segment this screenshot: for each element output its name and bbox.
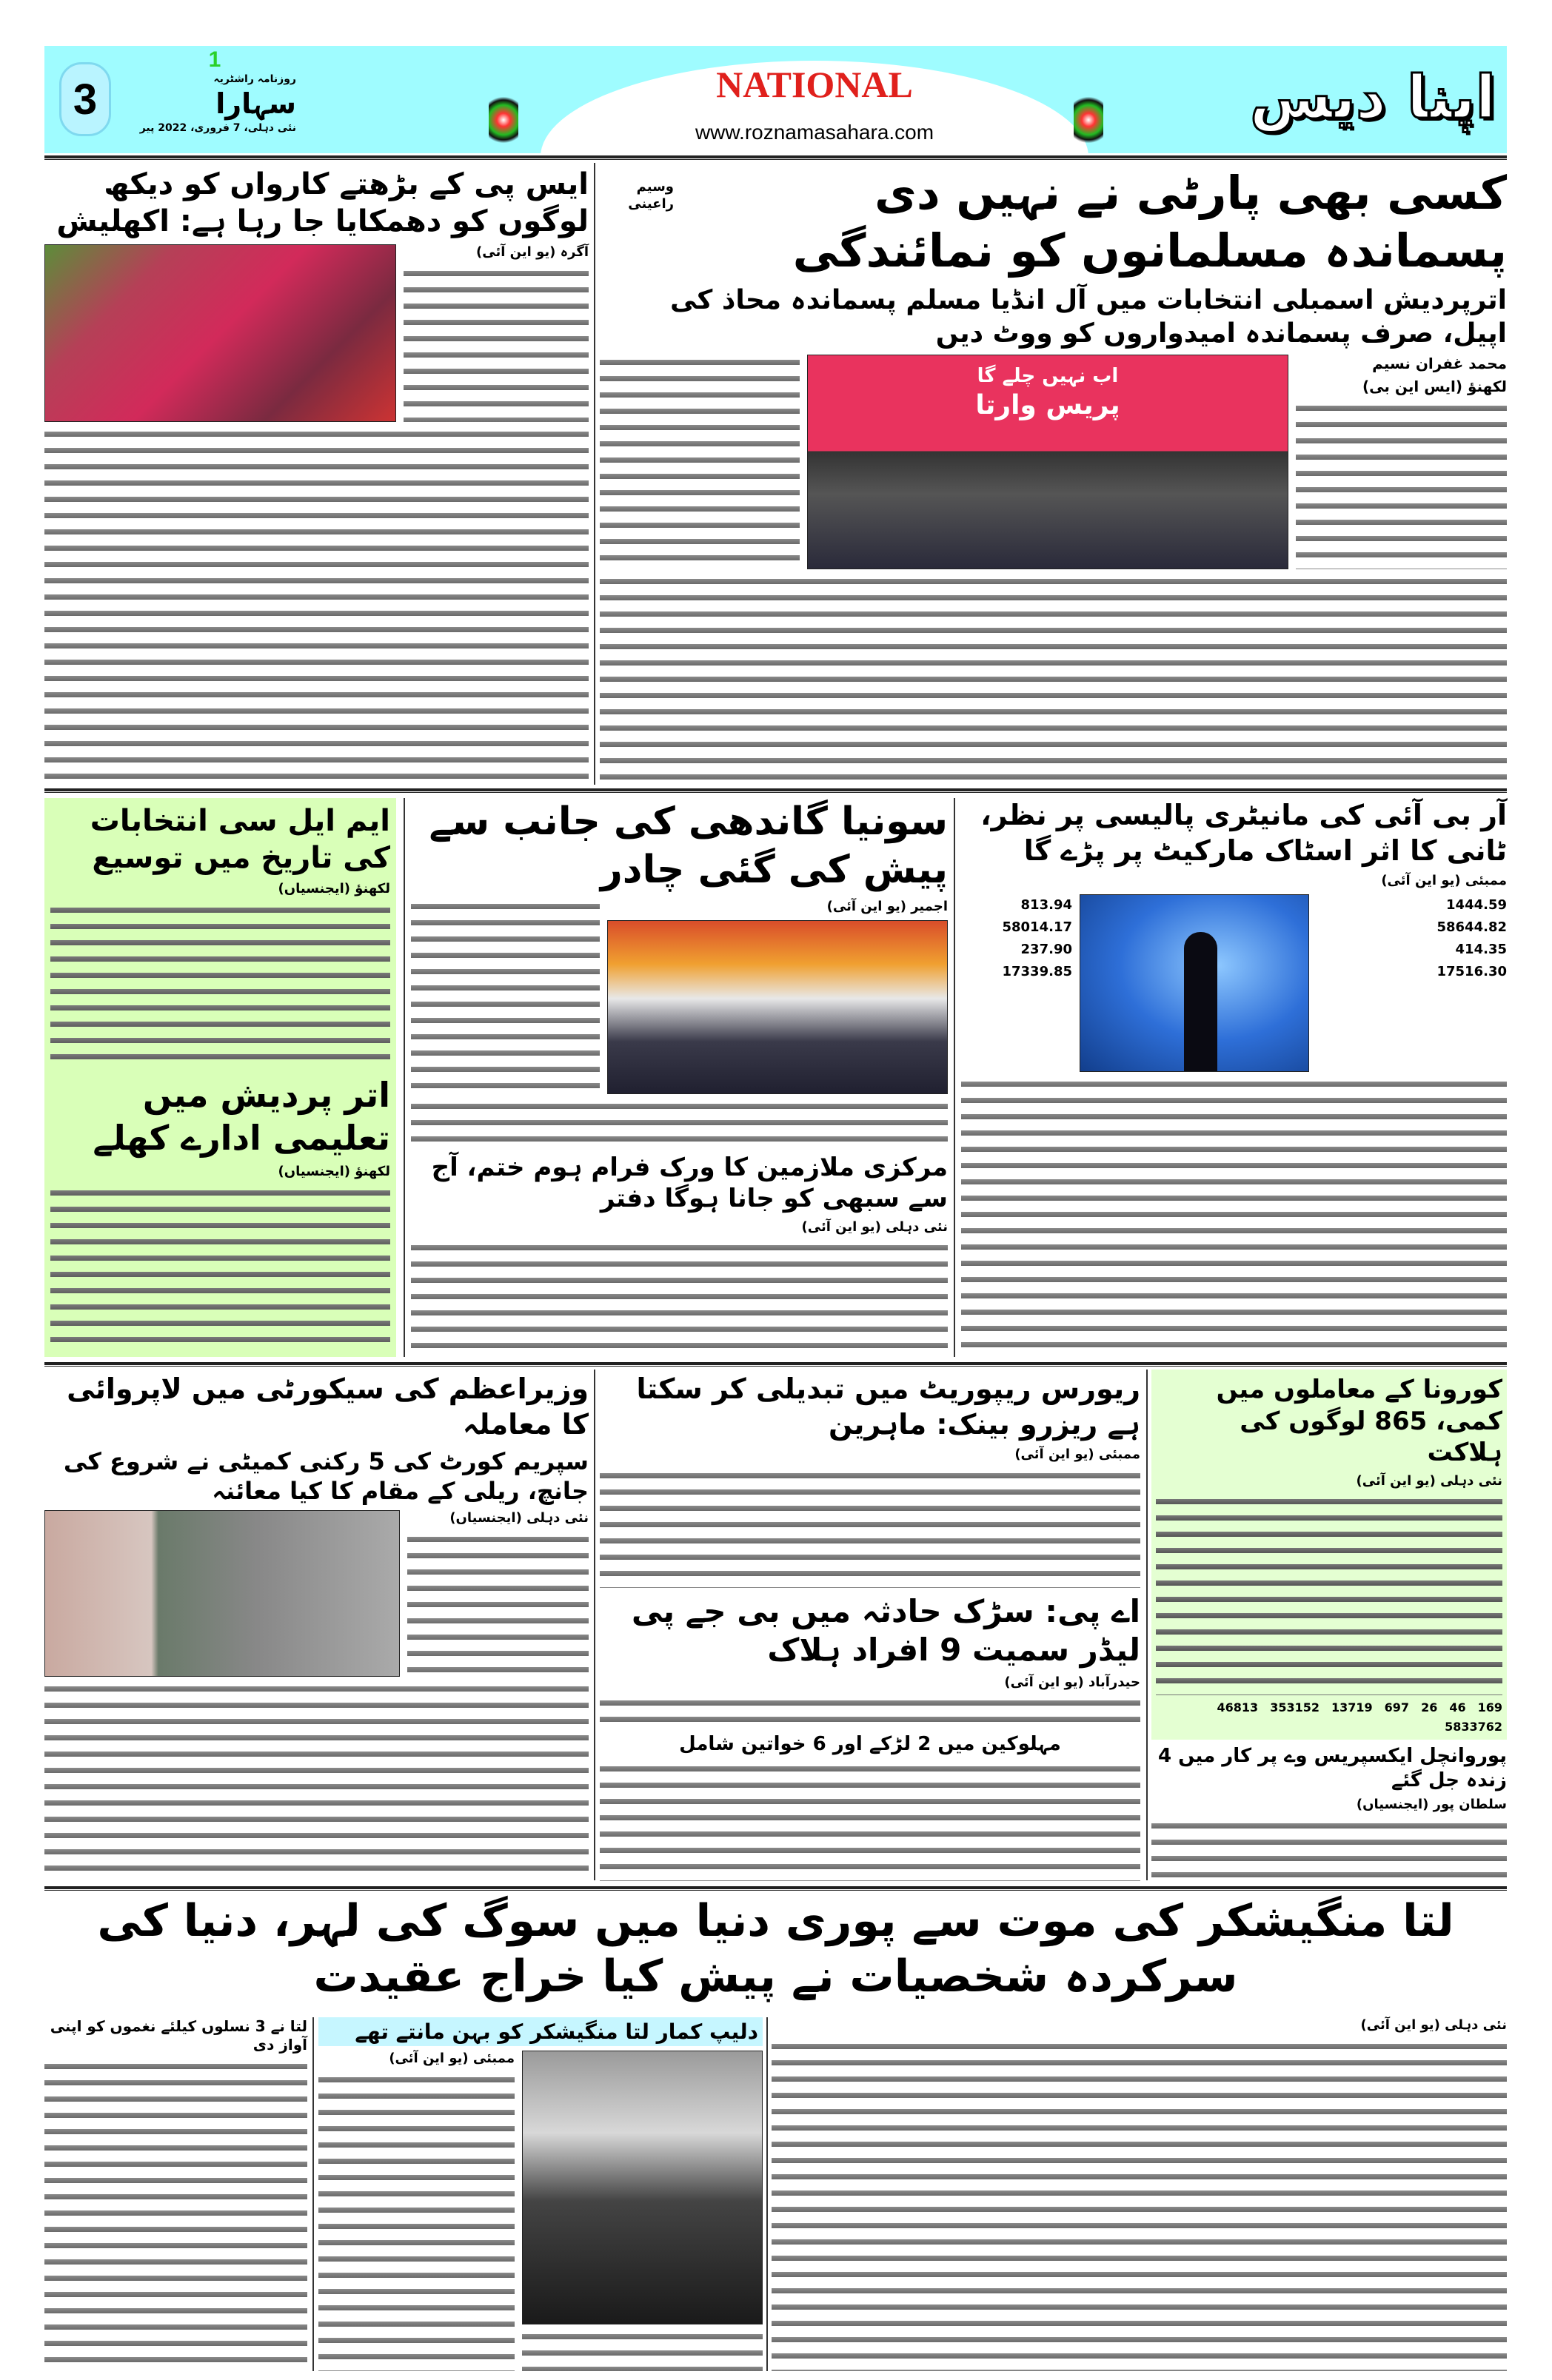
- page-number-badge: [59, 62, 111, 136]
- corona-body: [1156, 1494, 1502, 1695]
- lata-dateline: نئی دہلی (یو این آئی): [1360, 2017, 1507, 2033]
- sp-story: [44, 166, 589, 782]
- divider: [312, 2017, 314, 2371]
- website-link[interactable]: www.roznamasahara.com: [695, 121, 934, 144]
- dilip-dateline: ممبئی (یو این آئی): [389, 2051, 515, 2066]
- corona-dateline: نئی دہلی (یو این آئی): [1356, 1472, 1502, 1489]
- dateline: نئی دہلی، 7 فروری، 2022 پیر: [139, 122, 296, 134]
- rbi-figures: 1444.59 58644.82 414.35 17516.30: [1436, 896, 1507, 979]
- repo-dateline: ممبئی (یو این آئی): [1014, 1447, 1140, 1462]
- lata-side-story: [44, 2017, 307, 2371]
- dilip-side: [318, 2051, 515, 2371]
- rbi-headline: آر بی آئی کی مانیٹری پالیسی پر نظر، ٹانی کا اثر اسٹاک مارکیٹ پر پڑے گا: [980, 799, 1507, 867]
- divider: [954, 798, 955, 1357]
- dilip-photo-col: [522, 2051, 763, 2371]
- up-edu-body: [50, 1185, 390, 1353]
- pasmanda-body: [600, 574, 1507, 783]
- repo-body: [600, 1468, 1140, 1588]
- rbi-body: [961, 1076, 1507, 1358]
- photo-caption: [522, 2329, 763, 2371]
- pasmanda-headline: کسی بھی پارٹی نے نہیں دی پسماندہ مسلمانوں کو نمائندگی: [792, 166, 1507, 278]
- dilip-body: [318, 2072, 515, 2372]
- accident-body: [600, 1695, 1140, 1728]
- press-conference-photo: [807, 355, 1288, 569]
- sonia-body: [411, 899, 600, 1094]
- middle-stories: [600, 1372, 1140, 1881]
- lata-body: [772, 2039, 1507, 2372]
- section-title: NATIONAL: [716, 64, 913, 105]
- pasmanda-body: [1296, 400, 1507, 569]
- pm-security-headline: وزیراعظم کی سیکورٹی میں لاپروائی کا معاملہ: [67, 1372, 589, 1441]
- chadar-photo: [607, 920, 948, 1094]
- dilip-row: [318, 2051, 763, 2371]
- divider: [766, 2017, 768, 2371]
- stock-market-photo: [1080, 894, 1309, 1072]
- divider: [44, 788, 1507, 793]
- masthead-block: [133, 47, 296, 152]
- up-edu-headline: اتر پردیش میں تعلیمی ادارے کھلے: [93, 1075, 390, 1158]
- sp-side: [404, 244, 589, 422]
- divider: [44, 1362, 1507, 1367]
- corona-box: [1151, 1370, 1507, 1740]
- accident-dateline: حیدرآباد (یو این آئی): [1004, 1674, 1140, 1690]
- sunburst-icon: [489, 90, 518, 150]
- sonia-side: [607, 899, 948, 1094]
- mlc-headline: ایم ایل سی انتخابات کی تاریخ میں توسیع: [90, 804, 390, 875]
- pm-security-body: [44, 1681, 589, 1881]
- pm-photo-row: [44, 1510, 589, 1677]
- mlc-body: [50, 902, 390, 1070]
- mlc-box: [44, 798, 396, 1357]
- sp-dateline: آگرہ (یو این آئی): [476, 244, 589, 260]
- accident-headline: اے پی: سڑک حادثہ میں بی جے پی لیڈر سمیت 9 افراد ہلاک: [631, 1592, 1140, 1669]
- lata-side-headline: لتا نے 3 نسلوں کیلئے نغموں کو اپنی آواز دی: [50, 2017, 307, 2054]
- banner-text: اب نہیں چلے گا: [977, 365, 1119, 387]
- anniversary-mark: 1: [208, 47, 221, 72]
- divider: [594, 163, 595, 785]
- repo-headline: ریورس ریپوریٹ میں تبدیلی کر سکتا ہے ریزرو بینک: ماہرین: [636, 1372, 1140, 1441]
- central-headline: مرکزی ملازمین کا ورک فرام ہوم ختم، آج سے سبھی کو جانا ہوگا دفتر: [431, 1152, 948, 1213]
- sp-body: [404, 266, 589, 423]
- section-title-urdu: اپنا دیس: [1249, 63, 1496, 132]
- sonia-body: [411, 1099, 948, 1147]
- pasmanda-story: [600, 164, 1507, 783]
- dilip-story: [318, 2017, 763, 2371]
- purvanchal-body: [1151, 1818, 1507, 1881]
- masthead-banner: [44, 46, 1507, 153]
- sonia-story: [411, 798, 948, 1357]
- divider: [1146, 1370, 1148, 1880]
- sonia-dateline: اجمیر (یو این آئی): [826, 899, 948, 914]
- supreme-court-photo: [44, 1510, 400, 1677]
- corona-headline: کورونا کے معاملوں میں کمی، 865 لوگوں کی ہلاکت: [1216, 1375, 1502, 1467]
- rbi-dateline: ممبئی (یو این آئی): [1381, 873, 1507, 888]
- lata-side-body: [44, 2059, 307, 2371]
- divider: [404, 798, 405, 1357]
- mlc-dateline: لکھنؤ (ایجنسیاں): [278, 881, 390, 896]
- pm-security-subhead: سپریم کورٹ کی 5 رکنی کمیٹی نے شروع کی جانچ، ریلی کے مقام کا کیا معائنہ: [63, 1447, 589, 1505]
- purvanchal-dateline: سلطان پور (ایجنسیاں): [1356, 1797, 1507, 1812]
- sunburst-icon: [1074, 90, 1103, 150]
- dilip-lata-photo: [522, 2051, 763, 2324]
- pasmanda-side: [1296, 355, 1507, 569]
- central-dateline: نئی دہلی (یو این آئی): [801, 1219, 948, 1235]
- rbi-story: [961, 798, 1507, 1357]
- pm-security-story: [44, 1372, 589, 1881]
- pasmanda-head-row: [600, 164, 1507, 279]
- page-number: 3: [73, 75, 98, 124]
- rbi-photo-row: [961, 894, 1507, 1072]
- pasmanda-body: [600, 355, 800, 569]
- sonia-photo-row: [411, 899, 948, 1094]
- dilip-headline: دلیپ کمار لتا منگیشکر کو بہن مانتے تھے: [318, 2017, 763, 2046]
- pasmanda-byline: وسیم راعینی: [628, 179, 674, 212]
- divider: [594, 1370, 595, 1880]
- silhouette: [1184, 932, 1217, 1071]
- pasmanda-subhead: اترپردیش اسمبلی انتخابات میں آل انڈیا مسلم پسماندہ محاذ کی اپیل، صرف پسماندہ امیدواروں کو ووٹ دیں: [669, 285, 1507, 349]
- divider: [44, 1886, 1507, 1891]
- masthead-subtitle: روزنامہ راشٹریہ: [213, 73, 296, 85]
- lata-story: [772, 2017, 1507, 2371]
- up-edu-dateline: لکھنؤ (ایجنسیاں): [278, 1164, 390, 1179]
- pm-security-body: [407, 1532, 589, 1677]
- corona-figures: 169 46 26 697 13719 353152 46813 5833762: [1217, 1700, 1502, 1734]
- banner-sub: پریس وارتا: [975, 389, 1120, 420]
- rally-photo: [44, 244, 396, 422]
- sonia-headline: سونیا گاندھی کی جانب سے پیش کی گئی چادر: [429, 800, 948, 892]
- sp-photo-row: [44, 244, 589, 422]
- pasmanda-dateline: لکھنؤ (ایس این بی): [1362, 378, 1507, 395]
- accident-body: [600, 1761, 1140, 1881]
- accident-subhead: مہلوکین میں 2 لڑکے اور 6 خواتین شامل: [679, 1733, 1061, 1756]
- masthead-logo: سہارا: [215, 87, 296, 120]
- pm-side: [407, 1510, 589, 1677]
- divider: [44, 155, 1507, 160]
- right-stories: [1151, 1370, 1507, 1880]
- pm-security-dateline: نئی دہلی (ایجنسیاں): [449, 1510, 589, 1526]
- sp-headline: ایس پی کے بڑھتے کارواں کو دیکھ لوگوں کو دھمکایا جا رہا ہے: اکھلیش: [56, 167, 589, 238]
- purvanchal-headline: پوروانچل ایکسپریس وے پر کار میں 4 زندہ جل گئے: [1157, 1745, 1507, 1791]
- pasmanda-reporter: محمد غفران نسیم: [1372, 355, 1507, 372]
- central-body: [411, 1240, 948, 1357]
- rbi-figures: 813.94 58014.17 237.90 17339.85: [1002, 896, 1072, 979]
- lata-headline: لتا منگیشکر کی موت سے پوری دنیا میں سوگ کی لہر، دنیا کی سرکردہ شخصیات نے پیش کیا خراج عقیدت: [97, 1895, 1454, 2002]
- sp-body: [44, 426, 589, 782]
- pasmanda-photo-row: [600, 355, 1507, 569]
